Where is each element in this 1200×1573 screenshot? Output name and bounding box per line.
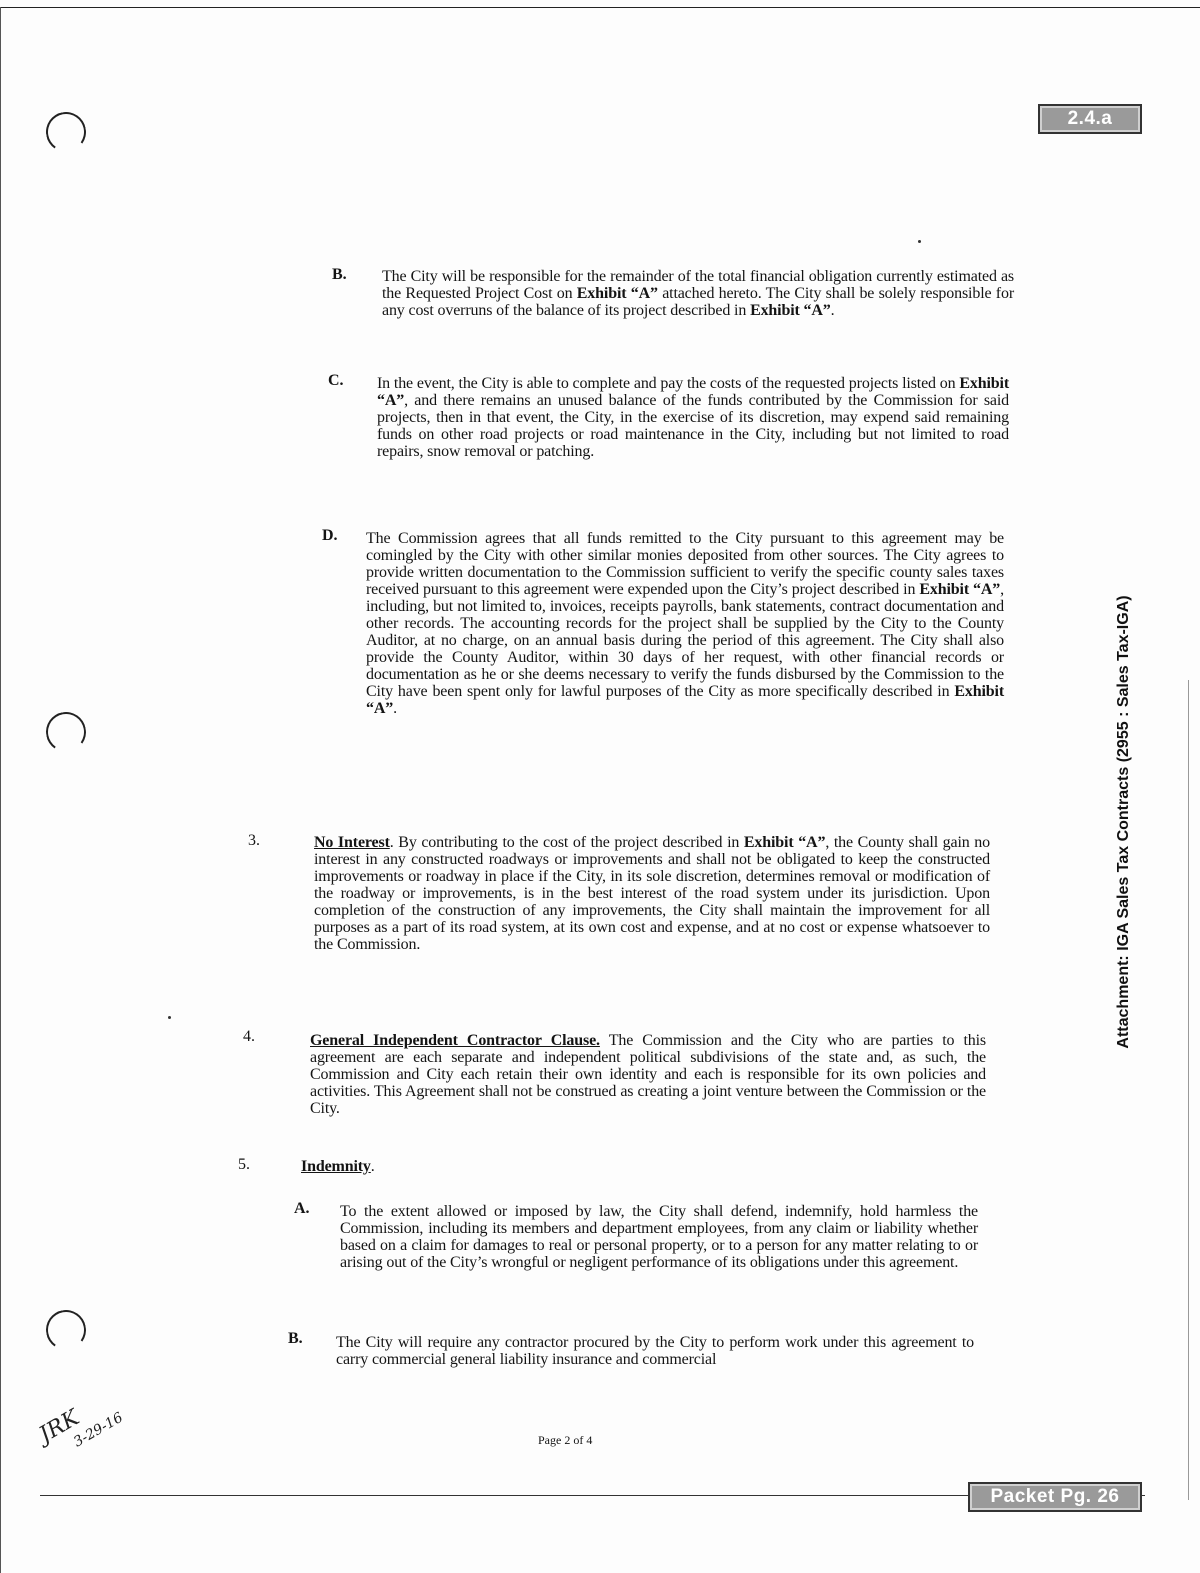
handwritten-initials: JRK 3-29-16 bbox=[35, 1405, 126, 1451]
page-number: Page 2 of 4 bbox=[538, 1433, 593, 1447]
speck bbox=[168, 1016, 171, 1019]
agenda-item-stamp: 2.4.a bbox=[1038, 104, 1142, 134]
section-number: 4. bbox=[243, 1028, 255, 1045]
punch-hole-icon bbox=[43, 709, 89, 755]
left-border-line bbox=[0, 7, 1, 1573]
punch-hole-icon bbox=[43, 109, 89, 155]
section-label: C. bbox=[328, 372, 344, 389]
paragraph-contractor-clause: General Independent Contractor Clause. The Commission and the City who are parties to this agreement are each separate and independent political subdivisions of the state and, as such, the Commission and City each retain their own identity and each is responsible for its own policies and activities. This Agreement shall not be construed as creating a joint venture between the Commission or the City. bbox=[310, 1032, 986, 1117]
paragraph-indemnity-a: To the extent allowed or imposed by law, the City shall defend, indemnify, hold harmless the Commission, including its members and department employees, from any claim or liability whether based on a claim for damages to real or personal property, or to a person for any matter relating to or arising out of the City’s wrongful or negligent performance of its obligations under this agreement. bbox=[340, 1203, 978, 1271]
speck bbox=[918, 240, 921, 243]
section-label: A. bbox=[294, 1200, 310, 1217]
section-label: B. bbox=[332, 266, 347, 283]
punch-hole-icon bbox=[43, 1307, 89, 1353]
section-number: 3. bbox=[248, 832, 260, 849]
paragraph-indemnity-b: The City will require any contractor procured by the City to perform work under this agreement to carry commercial general liability insurance and commercial bbox=[336, 1334, 974, 1368]
paragraph-no-interest: No Interest. By contributing to the cost of the project described in Exhibit “A”, the County shall gain no interest in any constructed roadways or improvements and shall not be obligated to keep the constructed improvements or roadway in place if the City, in its sole discretion, determines removal or modification of the roadway or improvements, is in the best interest of the road system under its jurisdiction. Upon completion of the construction of any improvements, the City shall maintain the improvement for all purposes as a part of its road system, at its own cost and expense, and at no cost or expense whatsoever to the Commission. bbox=[314, 834, 991, 953]
paragraph-c: In the event, the City is able to complete and pay the costs of the requested projects listed on Exhibit “A”, and there remains an unused balance of the funds contributed by the Commission for said projects, then in that event, the City, in the exercise of its discretion, may expend said remaining funds on other road projects or road maintenance in the City, including but not limited to road repairs, snow removal or patching. bbox=[377, 375, 1009, 460]
section-heading: Indemnity bbox=[301, 1158, 371, 1175]
paragraph-d: The Commission agrees that all funds remitted to the City pursuant to this agreement may be comingled by the City with other similar monies deposited from other sources. The City agrees to provide written documentation to the Commission sufficient to verify the specific county sales taxes received pursuant to this agreement were expended upon the City’s project described in Exhibit “A”, including, but not limited to, invoices, receipts payrolls, bank statements, contract documentation and other records. The accounting records for the project shall be supplied by the City to the County Auditor, at no charge, on an annual basis during the period of this agreement. The City shall also provide the County Auditor, within 30 days of her request, with other financial records or documentation as he or she deems necessary to verify the funds disbursed by the Commission to the City have been spent only for lawful purposes of the City as more specifically described in Exhibit “A”. bbox=[366, 530, 1005, 717]
section-label: D. bbox=[322, 527, 338, 544]
section-number: 5. bbox=[238, 1156, 250, 1173]
attachment-side-label: Attachment: IGA Sales Tax Contracts (2955 : Sales Tax-IGA) bbox=[1115, 595, 1132, 1049]
section-heading: No Interest bbox=[314, 834, 390, 851]
right-border-line bbox=[1188, 680, 1189, 1500]
paragraph-b: The City will be responsible for the remainder of the total financial obligation currently estimated as the Requested Project Cost on Exhibit “A” attached hereto. The City shall be solely responsible for any cost overruns of the balance of its project described in Exhibit “A”. bbox=[382, 268, 1014, 319]
top-border-line bbox=[0, 7, 1200, 8]
section-label: B. bbox=[288, 1330, 303, 1347]
section-heading: General Independent Contractor Clause. bbox=[310, 1032, 600, 1049]
packet-page-stamp: Packet Pg. 26 bbox=[968, 1482, 1142, 1512]
paragraph-indemnity-heading: Indemnity. bbox=[301, 1158, 375, 1175]
